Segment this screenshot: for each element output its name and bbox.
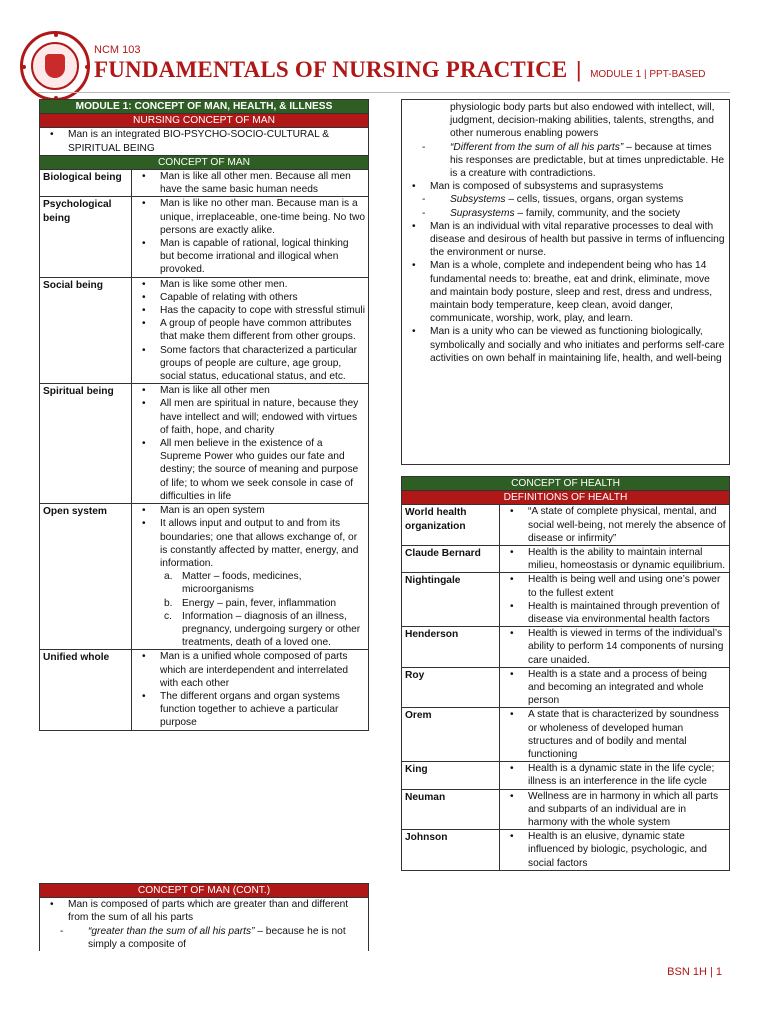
- row-label: Psychological being: [40, 197, 132, 277]
- list-item: [402, 180, 727, 220]
- list-item: • Wellness are in harmony in which all parts and subparts of an individual are in harmony with the whole system: [500, 790, 726, 830]
- list-item: • Health is the ability to maintain internal milieu, homeostasis or dynamic equilibrium.: [500, 546, 726, 572]
- dash-item: [420, 141, 727, 181]
- page-subtitle: MODULE 1 | PPT-BASED: [590, 69, 706, 80]
- list-item: • Health is viewed in terms of the individual’s ability to perform 14 components of nursing care unaided.: [500, 627, 726, 667]
- row-label: Biological being: [40, 170, 132, 197]
- list-item: • Man is a whole, complete and independent being who has 14 fundamental needs to: breathe, eat and drink, eliminate, move and maintain body posture, sleep and rest, dress and undress, maintain body temperature, keep clean, avoid danger, communicate, worship, work, play, and learn.: [402, 259, 727, 325]
- list-item: • A state that is characterized by soundness or wholeness of developed human structures and of bodily and mental functioning: [500, 708, 726, 761]
- dash-item: [58, 925, 365, 951]
- sub-list-item: a. Matter – foods, medicines, microorganisms: [160, 570, 365, 596]
- list-item-text: Man is composed of subsystems and suprasystems: [430, 181, 664, 193]
- college-seal-icon: [20, 31, 90, 101]
- list-item: • All men believe in the existence of a Supreme Power who guides our fate and destiny; the source of meaning and purpose of life; to whom we seek console in case of difficulties in life: [132, 437, 365, 503]
- list-item: • Health is maintained through prevention of disease via environmental health factors: [500, 600, 726, 626]
- page-title-row: [94, 57, 705, 83]
- definitions-heading: DEFINITIONS OF HEALTH: [402, 491, 730, 505]
- table-row: [40, 170, 369, 197]
- list-item-text: Man is composed of parts which are greater than and different from the sum of all his parts: [68, 899, 349, 924]
- list-item: • Some factors that characterized a particular groups of people are culture, age group, social status, educational status, and etc.: [132, 344, 365, 384]
- table-row: [402, 708, 730, 762]
- row-label: Spiritual being: [40, 384, 132, 504]
- table-row: [40, 197, 369, 277]
- row-label: Orem: [402, 708, 500, 762]
- health-heading: CONCEPT OF HEALTH: [402, 477, 730, 491]
- suprasystems-term: Suprasystems: [450, 207, 515, 219]
- list-item: [132, 517, 365, 649]
- table-row: [402, 830, 730, 871]
- list-item: • Man is like all other men: [132, 384, 365, 397]
- table-row: [40, 504, 369, 650]
- list-item: • Man is an open system: [132, 504, 365, 517]
- continued-text: physiologic body parts but also endowed with intellect, will, judgment, decision-making abilities, talents, strengths, and other numerous enabling powers: [450, 102, 715, 140]
- list-item: • Has the capacity to cope with stressful stimuli: [132, 304, 365, 317]
- list-item: • Health is being well and using one’s power to the fullest extent: [500, 573, 726, 599]
- sub-list-item: b. Energy – pain, fever, inflammation: [160, 597, 365, 610]
- table-row: [402, 667, 730, 708]
- quote-text: “greater than the sum of all his parts”: [88, 925, 255, 937]
- module-heading: MODULE 1: CONCEPT OF MAN, HEALTH, & ILLNESS: [40, 100, 369, 114]
- header-divider: [38, 92, 730, 93]
- concept-of-health-table: [401, 476, 730, 871]
- table-row: [402, 505, 730, 546]
- list-item: • Man is like no other man. Because man is a unique, irreplaceable, one-time being. No two persons are exactly alike.: [132, 197, 365, 237]
- row-label: Roy: [402, 667, 500, 708]
- list-item-text: It allows input and output to and from its boundaries; one that allows exchange of, or is constantly affected by matter, energy, and information.: [160, 518, 359, 569]
- list-item: • Man is capable of rational, logical thinking but become irrational and illogical when provoked.: [132, 237, 365, 277]
- title-separator: |: [575, 57, 582, 82]
- row-label: Neuman: [402, 789, 500, 830]
- row-label: Social being: [40, 277, 132, 384]
- row-label: World health organization: [402, 505, 500, 546]
- list-item: [40, 898, 365, 924]
- row-label: Nightingale: [402, 573, 500, 627]
- row-label: Henderson: [402, 627, 500, 668]
- list-item: • Capable of relating with others: [132, 291, 365, 304]
- table-row: [402, 573, 730, 627]
- dash-item: [420, 193, 727, 206]
- dash-text: – family, community, and the society: [514, 207, 681, 219]
- quote-text: “Different from the sum of all his parts”: [450, 141, 624, 153]
- sub-list-item: c. Information – diagnosis of an illness, pregnancy, undergoing surgery or other treatments, death of a loved one.: [160, 610, 365, 650]
- dash-item: [420, 207, 727, 220]
- list-item: • A group of people have common attributes that make them different from other groups.: [132, 317, 365, 343]
- intro-cell: [40, 128, 369, 155]
- course-code: NCM 103: [94, 44, 141, 56]
- table-row: [402, 789, 730, 830]
- table-row: [402, 546, 730, 573]
- dash-text: – because at times his responses are predictable, but at times unpredictable. He is a creature with contradictions.: [450, 141, 725, 180]
- cont-heading: CONCEPT OF MAN (CONT.): [40, 884, 369, 898]
- table-row: [402, 762, 730, 789]
- list-item: • All men are spiritual in nature, because they have intellect and will; endowed with virtues of faith, hope, and charity: [132, 397, 365, 437]
- concept-of-man-cont-box: [401, 99, 730, 465]
- list-item: • Man is like some other men.: [132, 278, 365, 291]
- page-footer: BSN 1H | 1: [667, 966, 722, 978]
- dash-text: – cells, tissues, organs, organ systems: [505, 194, 684, 206]
- dash-text: – because he is not simply a composite of: [88, 925, 346, 950]
- row-label: King: [402, 762, 500, 789]
- list-item: • Man is an individual with vital reparative processes to deal with disease and desirous of health but passive in terms of influencing the environment or nurse.: [402, 220, 727, 260]
- list-item: • “A state of complete physical, mental, and social well-being, not merely the absence of disease or infirmity”: [500, 505, 726, 545]
- row-label: Open system: [40, 504, 132, 650]
- list-item: • Health is a dynamic state in the life cycle; illness is an interference in the life cycle: [500, 762, 726, 788]
- row-label: Unified whole: [40, 650, 132, 730]
- row-label: Claude Bernard: [402, 546, 500, 573]
- table-row: [402, 627, 730, 668]
- list-item: • Man is a unity who can be viewed as functioning biologically, symbolically and socially and who initiates and performs self-care activities on own behalf in maintaining life, health, and well-being: [402, 325, 727, 365]
- table-row: [40, 384, 369, 504]
- nursing-concept-heading: NURSING CONCEPT OF MAN: [40, 114, 369, 128]
- concept-of-man-cont-table: [39, 883, 369, 951]
- list-item: • The different organs and organ systems function together to achieve a particular purpose: [132, 690, 365, 730]
- list-item: • Health is a state and a process of being and becoming an integrated and whole person: [500, 668, 726, 708]
- subsystems-term: Subsystems: [450, 194, 506, 206]
- concept-of-man-table: [39, 99, 369, 731]
- list-item: • Man is like all other men. Because all men have the same basic human needs: [132, 170, 365, 196]
- list-item: • Health is an elusive, dynamic state influenced by biologic, psychologic, and social factors: [500, 830, 726, 870]
- page-title: FUNDAMENTALS OF NURSING PRACTICE: [94, 57, 568, 82]
- intro-item: • Man is an integrated BIO-PSYCHO-SOCIO-CULTURAL & SPIRITUAL BEING: [40, 128, 365, 154]
- list-item: • Man is a unified whole composed of parts which are interdependent and interrelated with each other: [132, 650, 365, 690]
- table-row: [40, 650, 369, 730]
- row-label: Johnson: [402, 830, 500, 871]
- concept-of-man-heading: CONCEPT OF MAN: [40, 155, 369, 169]
- table-row: [40, 277, 369, 384]
